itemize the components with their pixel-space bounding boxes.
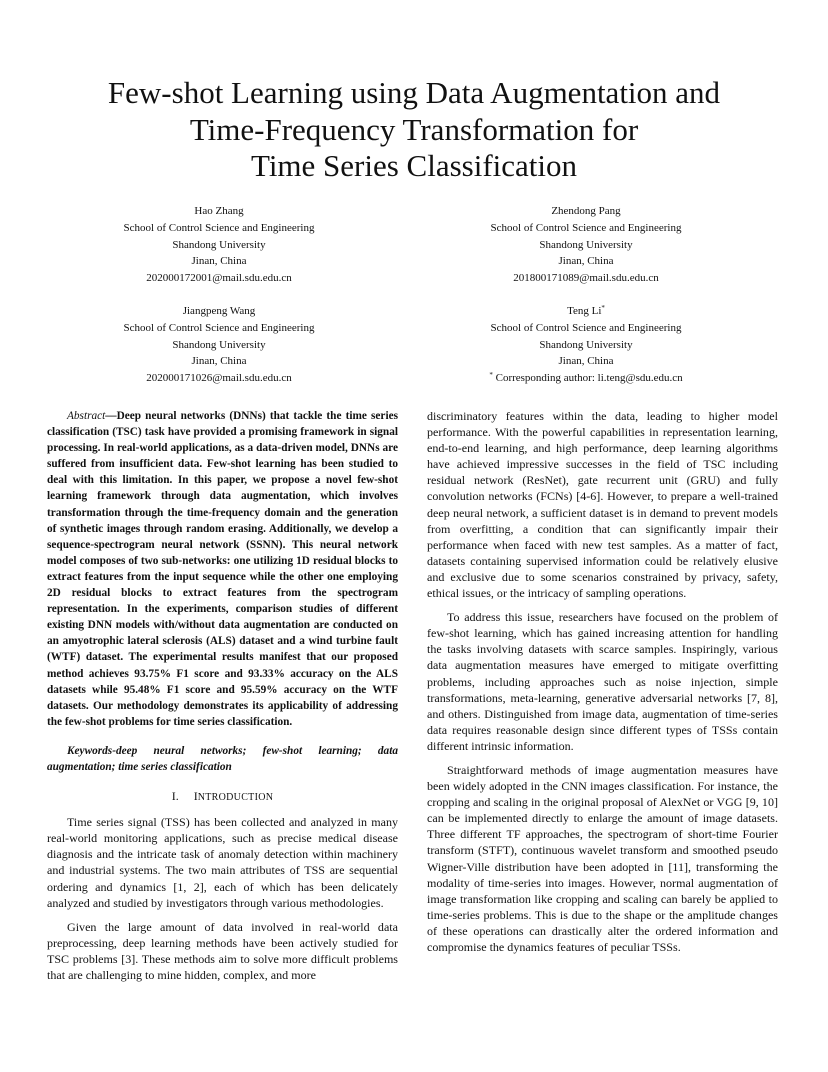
author-email: 201800171089@mail.sdu.edu.cn — [513, 272, 659, 285]
author-block — [59, 303, 379, 387]
author-affiliation: School of Control Science and Engineering — [490, 221, 682, 234]
abstract — [47, 408, 398, 730]
section-number: I. — [171, 789, 179, 804]
author-affiliation: School of Control Science and Engineering — [123, 321, 315, 334]
title-line: Time Series Classification — [250, 148, 578, 183]
corresponding-author-line — [426, 370, 746, 387]
author-university: Shandong University — [172, 338, 266, 351]
title-line: Time-Frequency Transformation for — [189, 111, 639, 147]
author-block — [59, 203, 379, 287]
corresponding-mark: * — [489, 371, 493, 380]
author-block — [426, 203, 746, 287]
body-paragraph: Straightforward methods of image augmentation measures have been widely adopted in the CNN images classification. For instance, the cropping and scaling in the original proposal of AlexNet or VGG [9, 10] can be implemented directly to enlarge the amount of image datasets. Three different TF approaches, the spectrogram of short-time Fourier transform (STFT), continuous wavelet transform and smoothed pseudo Wigner-Ville distribution have been adopted in [11], transforming the modality of time-series into images. However, normal augmentation of image transformation like cropping and scaling can barely be applied to time-series problems. This is due to the shape or the amplitude changes of these operations can drastically alter the ordered information and compromise the dynamics features of peculiar TSSs. — [427, 762, 778, 954]
author-email: Corresponding author: li.teng@sdu.edu.cn — [492, 372, 683, 385]
left-column — [47, 408, 398, 983]
section-title-rest: NTRODUCTION — [197, 792, 274, 804]
author-city: Jinan, China — [191, 355, 247, 368]
author-name: Zhendong Pang — [551, 205, 621, 217]
body-paragraph: Given the large amount of data involved in real-world data preprocessing, deep learning methods have been actively studied for TSC problems [3]. These methods aim to solve more difficult problems that are challenging to mine hidden, complex, and more — [47, 919, 398, 982]
author-email: 202000172001@mail.sdu.edu.cn — [146, 272, 292, 285]
section-heading — [47, 788, 398, 806]
corresponding-mark: * — [601, 304, 605, 312]
author-name: Teng Li — [567, 305, 602, 317]
right-column — [427, 408, 778, 955]
author-name-line — [426, 303, 746, 320]
author-name: Hao Zhang — [194, 205, 244, 217]
paper-title — [40, 75, 788, 185]
body-paragraph: To address this issue, researchers have focused on the problem of few-shot learning, which has gained increasing attention for handling the tasks involving datasets with scarce samples. Inspiringly, various data augmentation measures have emerged to mitigate overfitting problems, including approaches such as noise injection, simple transformations, meta-learning, generative adversarial networks [7, 8], and others. Distinguished from image data, augmentation of time-series data requires reasonable design since different types of TSSs contain different intrinsic information. — [427, 610, 778, 753]
author-university: Shandong University — [539, 338, 633, 351]
body-paragraph: Time series signal (TSS) has been collected and analyzed in many real-world monitoring applications, such as precise medical disease diagnosis and the intricate task of anomaly detection within machinery and industrial systems. The two main attributes of TSS are sequential ordering and dynamics [1, 2], each of which has been delicately analyzed and studied by investigators through various methodologies. — [47, 815, 398, 910]
author-email: 202000171026@mail.sdu.edu.cn — [146, 372, 292, 385]
author-name: Jiangpeng Wang — [182, 305, 256, 317]
author-university: Shandong University — [539, 238, 633, 251]
author-city: Jinan, China — [558, 355, 614, 368]
abstract-label: Abstract — [67, 410, 106, 422]
body-paragraph: discriminatory features within the data, leading to higher model performance. With the powerful capabilities in representation learning, end-to-end learning, and high performance, deep learning algorithms have achieved impressive successes in the field of TSC including residual network (ResNet), gate recurrent unit (GRU) and fully convolution networks (FCNs) [4-6]. However, to prepare a well-trained deep neural network, a sufficient dataset is in demand to prevent models from overfitting, a condition that can significantly impair their performance when faced with new test samples. As a matter of fact, datasets containing supervised information could be relatively elusive and exclusive due to some scenarios constrained by privacy, safety, ethical issues, or the intricacy of sampling operations. — [427, 409, 778, 601]
author-city: Jinan, China — [191, 255, 247, 268]
author-university: Shandong University — [172, 238, 266, 251]
abstract-text: —Deep neural networks (DNNs) that tackle the time series classification (TSC) task have provided a promising framework in signal processing. In real-world applications, as a data-driven model, DNNs are suffered from insufficient data. Few-shot learning has been studied to deal with this limitation. In this paper, we propose a novel few-shot learning framework through data augmentation, which involves transformation through the time-frequency domain and the generation of synthetic images through random erasing. Additionally, we develop a sequence-spectrogram neural network (SSNN). This neural network model composes of two sub-networks: one utilizing 1D residual blocks to extract features from the input sequence while the other one employing 2D residual blocks to extract features from the spectrogram representation. In the experiments, comparison studies of different existing DNN models with/without data augmentation are conducted on an amyotrophic lateral sclerosis (ALS) dataset and a wind turbine fault (WTF) dataset. The experimental results manifest that our proposed method achieves 93.75% F1 score and 93.33% accuracy on the ALS datasets while 95.48% F1 score and 95.59% accuracy on the WTF datasets. Our methodology demonstrates its applicability of addressing the few-shot problems for time series classification. — [47, 410, 398, 728]
keywords: Keywords-deep neural networks; few-shot learning; data augmentation; time series classification — [47, 744, 398, 773]
author-affiliation: School of Control Science and Engineering — [123, 221, 315, 234]
author-affiliation: School of Control Science and Engineering — [490, 321, 682, 334]
section-title-initial: I — [193, 789, 198, 804]
author-city: Jinan, China — [558, 255, 614, 268]
title-line: Few-shot Learning using Data Augmentation and — [107, 75, 721, 110]
author-block — [426, 303, 746, 387]
